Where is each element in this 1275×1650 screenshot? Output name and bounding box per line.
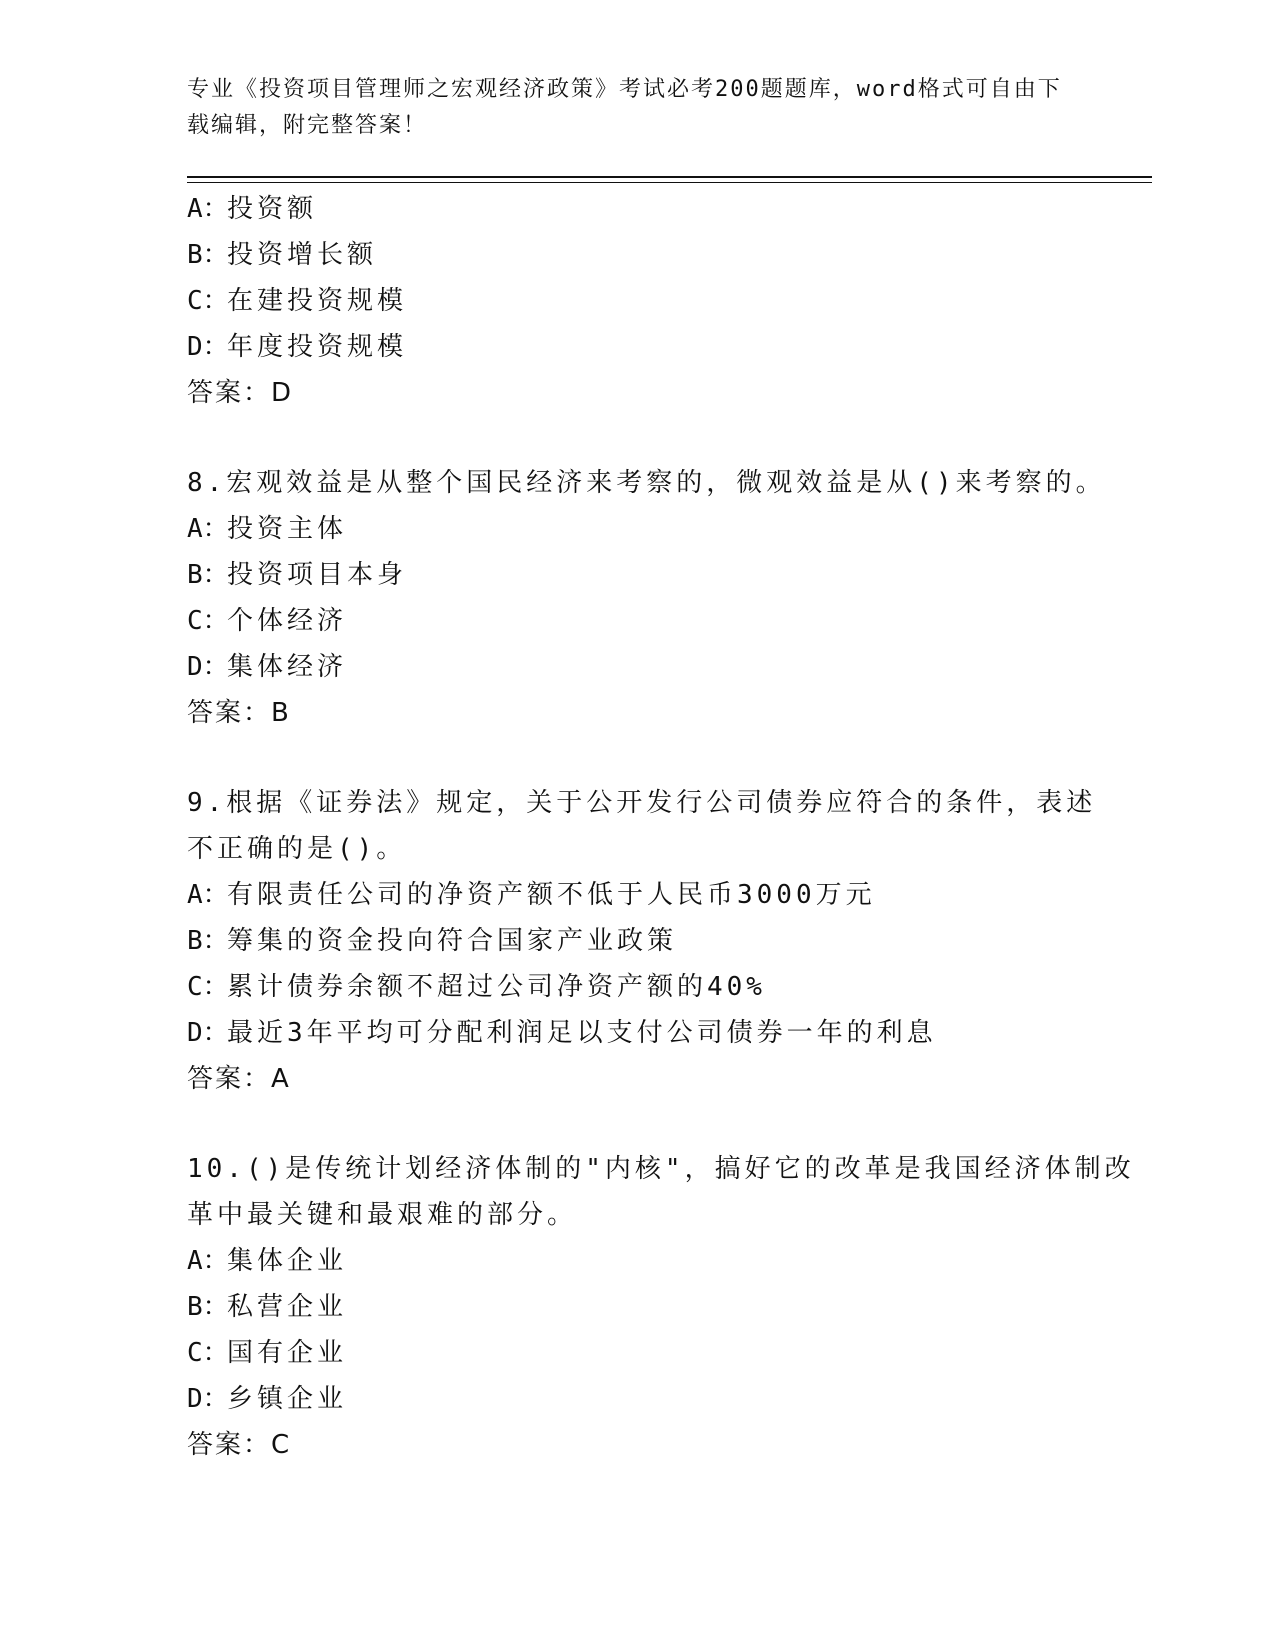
option-label: A： xyxy=(187,514,229,544)
option-d xyxy=(187,1010,1087,1056)
option-d xyxy=(187,324,1087,370)
option-b xyxy=(187,232,1087,278)
answer-line: 答案：C xyxy=(187,1430,292,1460)
option-b xyxy=(187,552,1087,598)
option-label: D： xyxy=(187,1384,229,1414)
question-block-8 xyxy=(187,460,1106,736)
answer-line: 答案：B xyxy=(187,698,291,728)
question-block-7 xyxy=(187,186,1087,416)
option-a xyxy=(187,1238,1087,1284)
option-label: B： xyxy=(187,560,229,590)
answer-line: 答案：A xyxy=(187,1064,291,1094)
option-label: D： xyxy=(187,332,229,362)
option-text: 有限责任公司的净资产额不低于人民币3000万元 xyxy=(227,880,876,910)
question-stem-line-2: 革中最关键和最艰难的部分。 xyxy=(187,1200,578,1230)
question-block-10 xyxy=(187,1146,1135,1468)
option-b xyxy=(187,918,1087,964)
option-text: 累计债券余额不超过公司净资产额的40% xyxy=(227,972,766,1002)
option-label: C： xyxy=(187,286,229,316)
option-text: 投资主体 xyxy=(227,514,348,544)
option-text: 投资额 xyxy=(227,194,318,224)
option-a xyxy=(187,872,1087,918)
answer-line: 答案：D xyxy=(187,378,294,408)
header-rule-thin xyxy=(187,182,1152,183)
option-text: 集体经济 xyxy=(227,652,348,682)
option-label: A： xyxy=(187,880,229,910)
option-label: A： xyxy=(187,194,229,224)
question-stem-line-2: 不正确的是()。 xyxy=(187,834,407,864)
option-label: B： xyxy=(187,926,229,956)
option-text: 集体企业 xyxy=(227,1246,348,1276)
question-stem-line-1: 9.根据《证券法》规定，关于公开发行公司债券应符合的条件，表述 xyxy=(187,788,1097,818)
option-b xyxy=(187,1284,1087,1330)
option-label: C： xyxy=(187,1338,229,1368)
option-text: 年度投资规模 xyxy=(227,332,408,362)
option-c xyxy=(187,1330,1087,1376)
option-d xyxy=(187,644,1087,690)
option-text: 投资增长额 xyxy=(227,240,378,270)
option-c xyxy=(187,278,1087,324)
option-label: D： xyxy=(187,652,229,682)
option-text: 个体经济 xyxy=(227,606,348,636)
option-label: C： xyxy=(187,606,229,636)
option-label: C： xyxy=(187,972,229,1002)
option-label: A： xyxy=(187,1246,229,1276)
option-text: 投资项目本身 xyxy=(227,560,408,590)
option-text: 私营企业 xyxy=(227,1292,348,1322)
option-text: 乡镇企业 xyxy=(227,1384,348,1414)
option-a xyxy=(187,186,1087,232)
option-text: 国有企业 xyxy=(227,1338,348,1368)
question-stem-line-1: 10.()是传统计划经济体制的"内核"，搞好它的改革是我国经济体制改 xyxy=(187,1154,1135,1184)
option-label: B： xyxy=(187,240,229,270)
document-header: 专业《投资项目管理师之宏观经济政策》考试必考200题题库，word格式可自由下载编辑，附完整答案！ xyxy=(187,77,1062,138)
option-label: D： xyxy=(187,1018,229,1048)
option-c xyxy=(187,964,1087,1010)
question-list xyxy=(187,186,1135,1468)
option-text: 在建投资规模 xyxy=(227,286,408,316)
question-stem: 8.宏观效益是从整个国民经济来考察的，微观效益是从()来考察的。 xyxy=(187,468,1106,498)
option-c xyxy=(187,598,1087,644)
header-rule-thick xyxy=(187,176,1152,178)
option-text: 最近3年平均可分配利润足以支付公司债券一年的利息 xyxy=(227,1018,937,1048)
question-block-9 xyxy=(187,780,1097,1102)
option-d xyxy=(187,1376,1087,1422)
option-text: 筹集的资金投向符合国家产业政策 xyxy=(227,926,678,956)
option-label: B： xyxy=(187,1292,229,1322)
option-a xyxy=(187,506,1087,552)
